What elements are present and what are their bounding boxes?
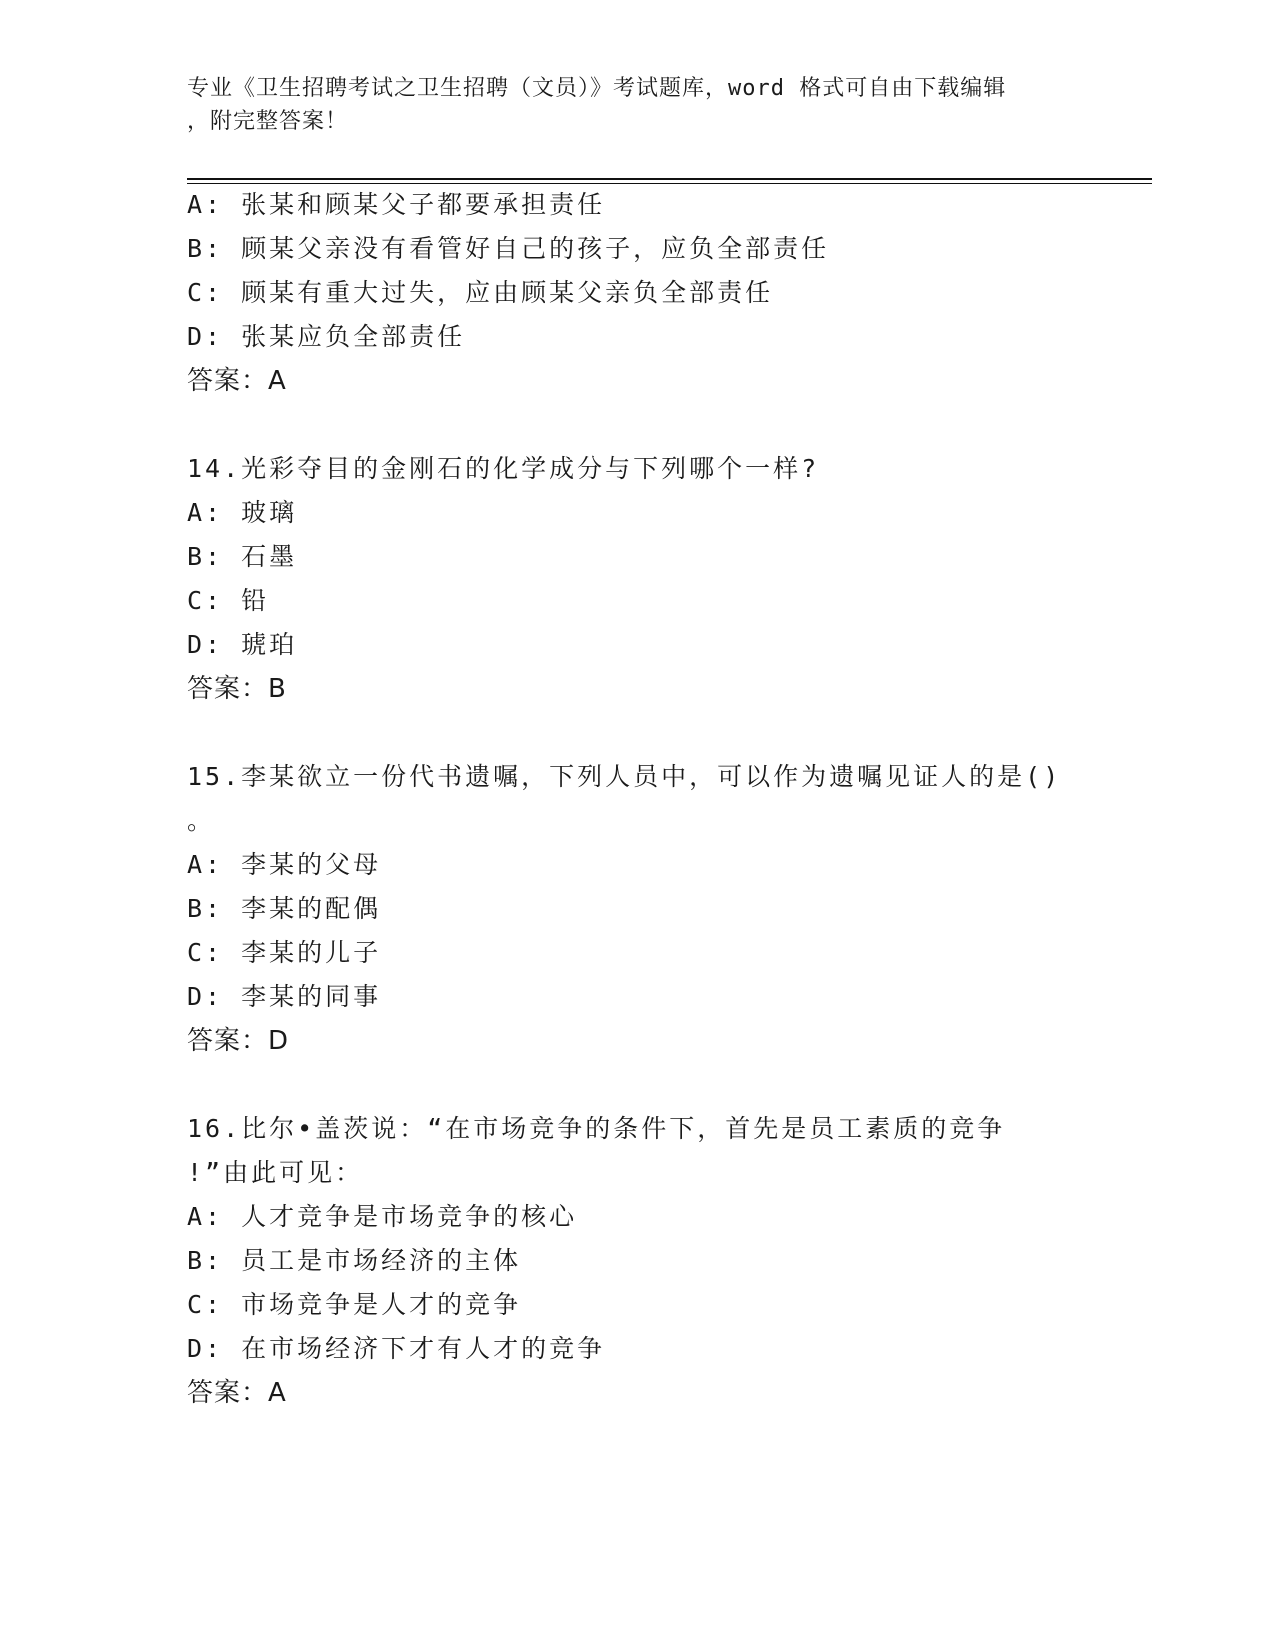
q14-option-a: A: 玻璃	[187, 498, 298, 527]
q14-option-c: C: 铅	[187, 586, 270, 615]
document-header: 专业《卫生招聘考试之卫生招聘（文员）》考试题库，word 格式可自由下载编辑 ，附完整答案！	[187, 76, 1007, 134]
q13-option-a: A: 张某和顾某父子都要承担责任	[187, 190, 606, 219]
q14-option-d: D: 琥珀	[187, 630, 298, 659]
q16-option-d: D: 在市场经济下才有人才的竞争	[187, 1334, 606, 1363]
q16-option-b: B: 员工是市场经济的主体	[187, 1246, 522, 1275]
q13-option-c: C: 顾某有重大过失，应由顾某父亲负全部责任	[187, 278, 774, 307]
header-rule-thick	[187, 178, 1152, 180]
q14-question: 14.光彩夺目的金刚石的化学成分与下列哪个一样?	[187, 454, 820, 483]
q16-question-line2: !”由此可见：	[187, 1158, 364, 1187]
q15-option-b: B: 李某的配偶	[187, 894, 382, 923]
q13-option-b: B: 顾某父亲没有看管好自己的孩子，应负全部责任	[187, 234, 830, 263]
q16-answer: 答案：A	[187, 1378, 287, 1408]
q14-answer: 答案：B	[187, 674, 287, 704]
q16-question-line1: 16.比尔•盖茨说：“在市场竞争的条件下，首先是员工素质的竞争	[187, 1114, 1006, 1143]
q15-answer: 答案：D	[187, 1026, 290, 1056]
header-rule-thin	[187, 183, 1152, 184]
q13-answer: 答案：A	[187, 366, 287, 396]
q15-option-a: A: 李某的父母	[187, 850, 382, 879]
q16-option-a: A: 人才竞争是市场竞争的核心	[187, 1202, 578, 1231]
q16-option-c: C: 市场竞争是人才的竞争	[187, 1290, 522, 1319]
q15-option-c: C: 李某的儿子	[187, 938, 382, 967]
q14-option-b: B: 石墨	[187, 542, 298, 571]
q15-question-line2: 。	[187, 806, 216, 835]
q13-option-d: D: 张某应负全部责任	[187, 322, 466, 351]
q15-question-line1: 15.李某欲立一份代书遗嘱，下列人员中，可以作为遗嘱见证人的是()	[187, 762, 1062, 791]
q15-option-d: D: 李某的同事	[187, 982, 382, 1011]
